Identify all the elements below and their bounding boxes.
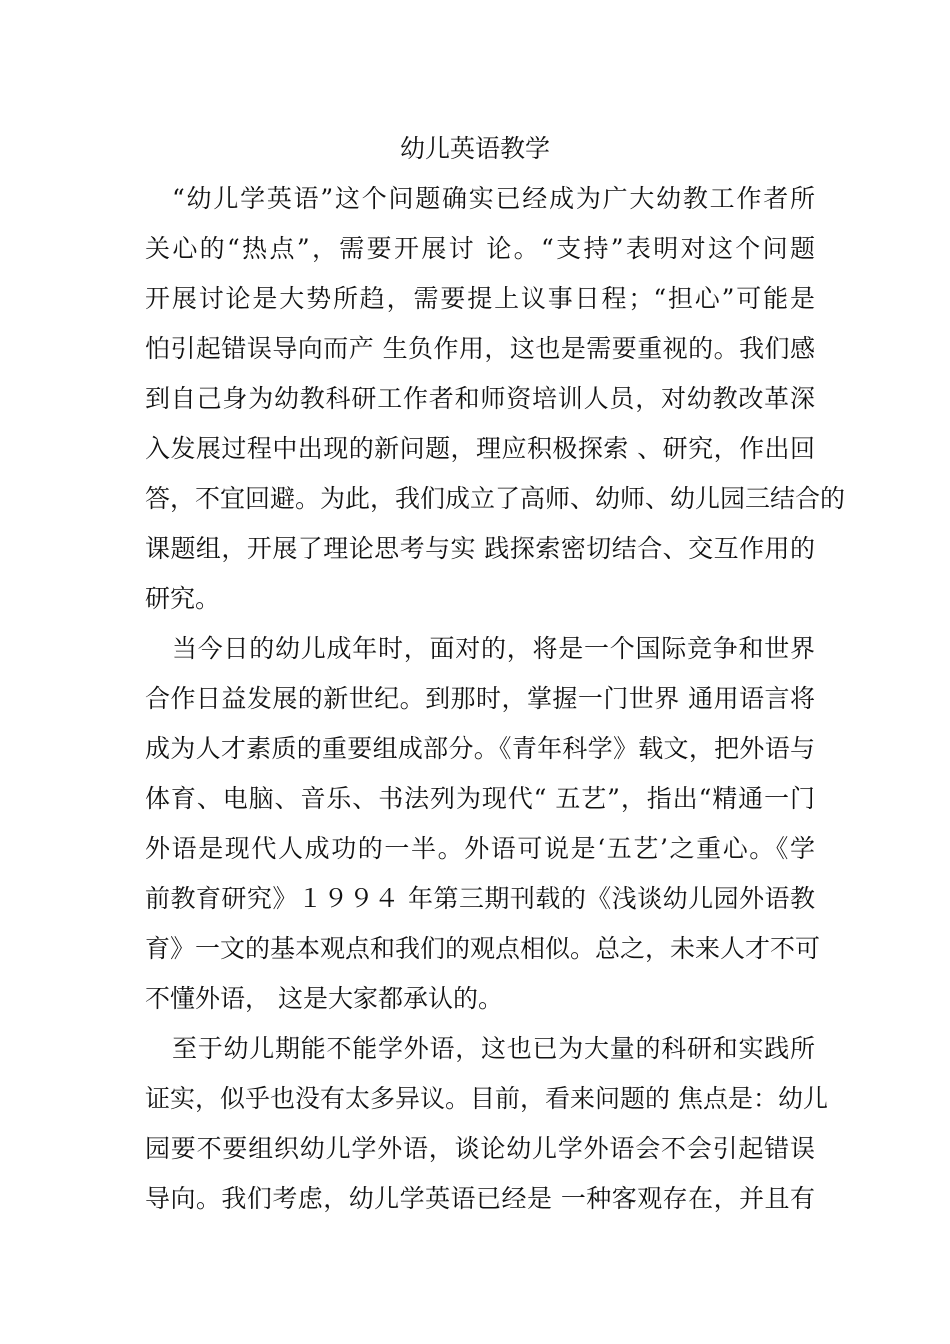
paragraph-1-line-2: 关心的“热点”，需要开展讨 论。“支持”表明对这个问题 [145,234,815,263]
paragraph-1-line-5: 到自己身为幼教科研工作者和师资培训人员，对幼教改革深 [145,384,815,413]
paragraph-3-line-3: 园要不要组织幼儿学外语，谈论幼儿学外语会不会引起错误 [145,1134,815,1163]
paragraph-2-line-5: 外语是现代人成功的一半。外语可说是‘五艺’之重心。《学 [145,834,815,863]
paragraph-3-line-1: 至于幼儿期能不能学外语，这也已为大量的科研和实践所 [172,1034,815,1063]
paragraph-1-line-8: 课题组，开展了理论思考与实 践探索密切结合、交互作用的 [145,534,815,563]
paragraph-2-line-1: 当今日的幼儿成年时，面对的，将是一个国际竞争和世界 [172,634,815,663]
paragraph-2-line-7: 育》一文的基本观点和我们的观点相似。总之，未来人才不可 [145,934,821,963]
paragraph-1-line-3: 开展讨论是大势所趋，需要提上议事日程；“担心”可能是 [145,284,815,313]
paragraph-1-line-7: 答，不宜回避。为此，我们成立了高师、幼师、幼儿园三结合的 [145,484,846,513]
paragraph-1-line-9: 研究。 [145,584,221,613]
paragraph-2-line-6: 前教育研究》１９９４ 年第三期刊载的《浅谈幼儿园外语教 [145,884,815,913]
paragraph-3-line-4: 导向。我们考虑，幼儿学英语已经是 一种客观存在，并且有 [145,1184,815,1213]
paragraph-2-line-4: 体育、电脑、音乐、书法列为现代“ 五艺”，指出“精通一门 [145,784,815,813]
paragraph-2-line-8: 不懂外语， 这是大家都承认的。 [145,984,503,1013]
document-title: 幼儿英语教学 [399,134,550,163]
paragraph-1-line-6: 入发展过程中出现的新问题，理应积极探索 、研究，作出回 [145,434,815,463]
paragraph-1-line-4: 怕引起错误导向而产 生负作用，这也是需要重视的。我们感 [145,334,815,363]
paragraph-3-line-2: 证实，似乎也没有太多异议。目前，看来问题的 焦点是：幼儿 [145,1084,828,1113]
paragraph-2-line-3: 成为人才素质的重要组成部分。《青年科学》载文，把外语与 [145,734,815,763]
paragraph-2-line-2: 合作日益发展的新世纪。到那时，掌握一门世界 通用语言将 [145,684,815,713]
paragraph-1-line-1: “幼儿学英语”这个问题确实已经成为广大幼教工作者所 [172,184,815,213]
